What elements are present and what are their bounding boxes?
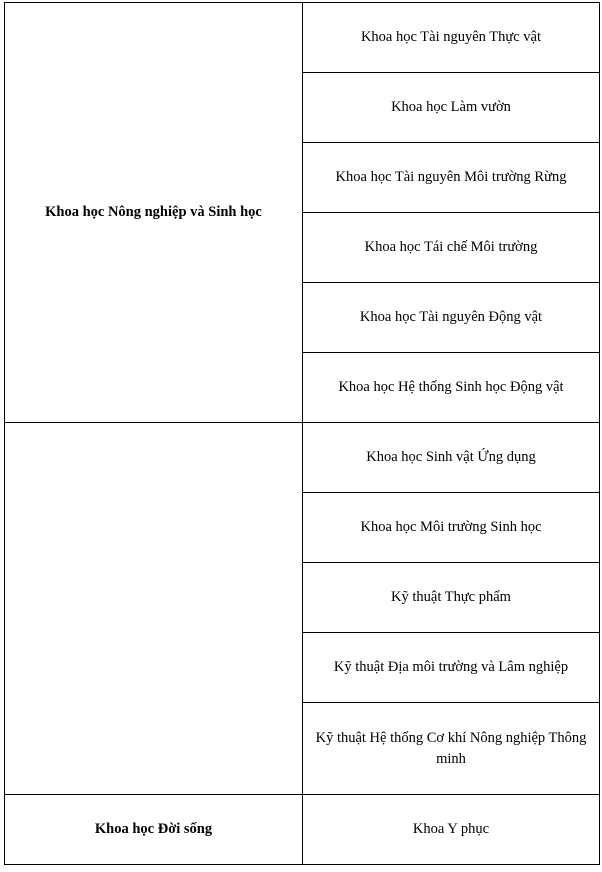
- department-cell: Khoa học Tái chế Môi trường: [303, 213, 600, 283]
- department-cell: Kỹ thuật Hệ thống Cơ khí Nông nghiệp Thông minh: [303, 703, 600, 795]
- department-cell: Khoa học Sinh vật Ứng dụng: [303, 423, 600, 493]
- department-cell: Khoa học Làm vườn: [303, 73, 600, 143]
- department-cell: Khoa Y phục: [303, 795, 600, 865]
- table-row: [5, 423, 600, 493]
- table-row: [5, 3, 600, 73]
- department-cell: Khoa học Hệ thống Sinh học Động vật: [303, 353, 600, 423]
- department-cell: Khoa học Môi trường Sinh học: [303, 493, 600, 563]
- college-cell: [5, 423, 303, 795]
- table-row: [5, 795, 600, 865]
- college-cell: Khoa học Nông nghiệp và Sinh học: [5, 3, 303, 423]
- college-cell: Khoa học Đời sống: [5, 795, 303, 865]
- department-cell: Kỹ thuật Thực phẩm: [303, 563, 600, 633]
- department-cell: Khoa học Tài nguyên Thực vật: [303, 3, 600, 73]
- department-cell: Khoa học Tài nguyên Động vật: [303, 283, 600, 353]
- department-cell: Kỹ thuật Địa môi trường và Lâm nghiệp: [303, 633, 600, 703]
- faculty-table: [4, 2, 600, 865]
- department-cell: Khoa học Tài nguyên Môi trường Rừng: [303, 143, 600, 213]
